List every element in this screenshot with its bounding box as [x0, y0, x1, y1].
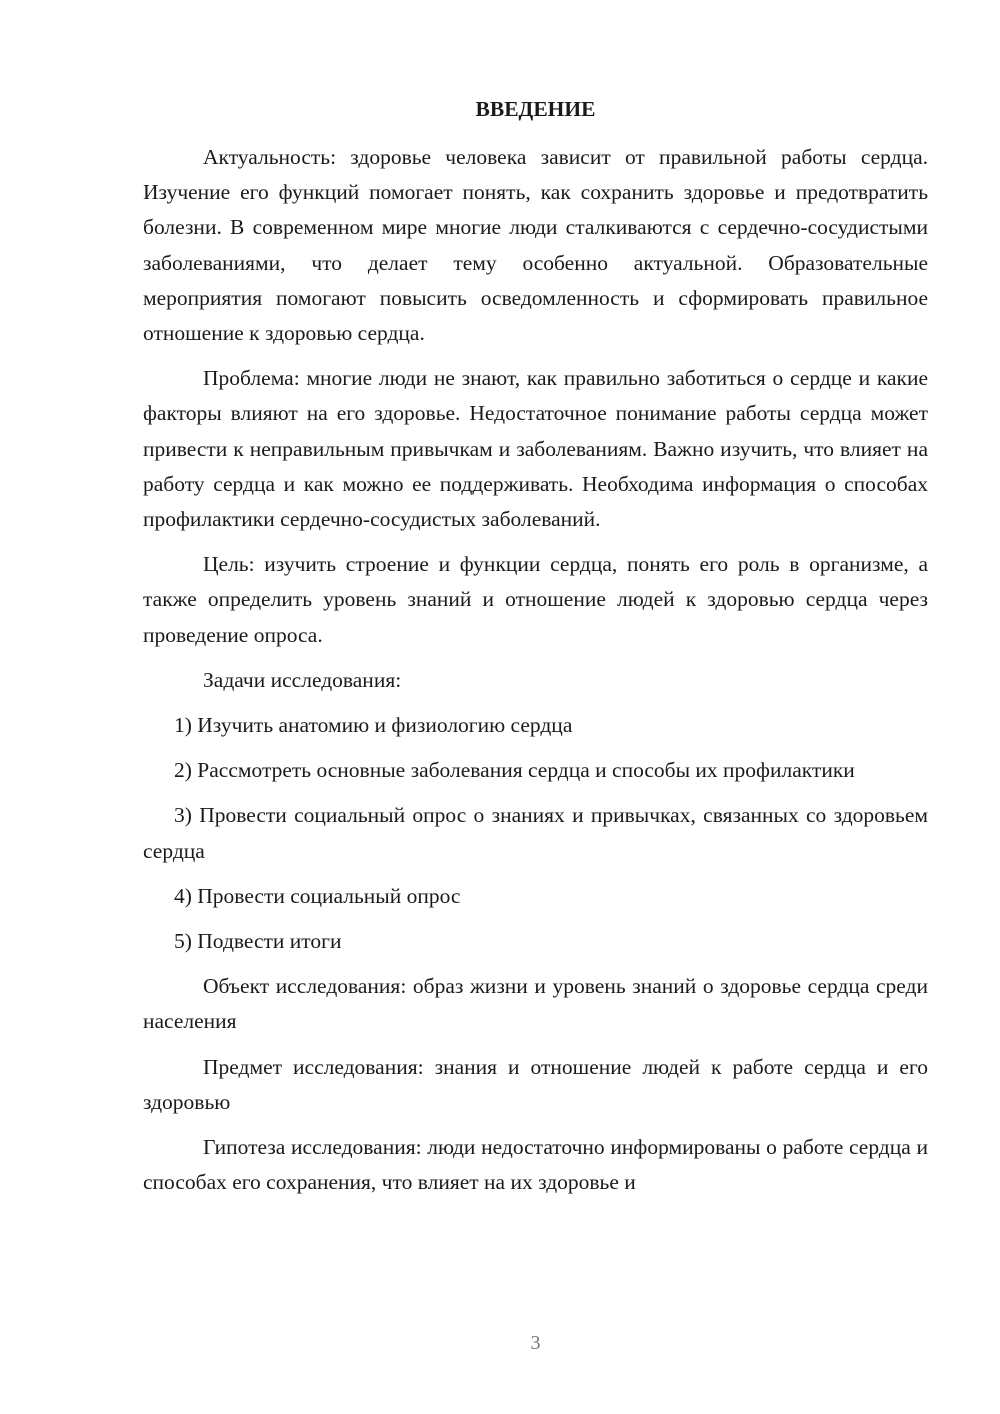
paragraph-subject: Предмет исследования: знания и отношение людей к работе сердца и его здоровью [143, 1054, 928, 1114]
task-item: 2) Рассмотреть основные заболевания сердца и способы их профилактики [174, 758, 855, 783]
paragraph-relevance: Актуальность: здоровье человека зависит от правильной работы сердца. Изучение его функций помогает понять, как сохранить здоровье и предотвратить болезни. В современном мире многие люди сталкиваются с сердечно-сосудистыми заболеваниями, что делает тему особенно актуальной. Образовательные мероприятия помогают повысить осведомленность и сформировать правильное отношение к здоровью сердца. [143, 145, 928, 346]
task-item: 1) Изучить анатомию и физиологию сердца [174, 713, 573, 738]
paragraph-problem: Проблема: многие люди не знают, как правильно заботиться о сердце и какие факторы влияют на его здоровье. Недостаточное понимание работы сердца может привести к неправильным привычкам и заболеваниям. Важно изучить, что влияет на работу сердца и как можно ее поддерживать. Необходима информация о способах профилактики сердечно-сосудистых заболеваний. [143, 366, 928, 532]
paragraph-object: Объект исследования: образ жизни и уровень знаний о здоровье сердца среди населения [143, 974, 928, 1034]
paragraph-goal: Цель: изучить строение и функции сердца, понять его роль в организме, а также определить уровень знаний и отношение людей к здоровью сердца через проведение опроса. [143, 552, 928, 647]
document-body [143, 140, 928, 1210]
task-item: 5) Подвести итоги [174, 929, 342, 954]
task-item: 3) Провести социальный опрос о знаниях и привычках, связанных со здоровьем сердца [143, 803, 928, 863]
paragraph-hypothesis: Гипотеза исследования: люди недостаточно информированы о работе сердца и способах его сохранения, что влияет на их здоровье и [143, 1135, 928, 1195]
task-item: 4) Провести социальный опрос [174, 883, 461, 908]
page-number: 3 [530, 1332, 541, 1354]
tasks-heading: Задачи исследования: [203, 667, 402, 692]
document-page [143, 0, 928, 1414]
section-title: ВВЕДЕНИЕ [475, 97, 596, 121]
